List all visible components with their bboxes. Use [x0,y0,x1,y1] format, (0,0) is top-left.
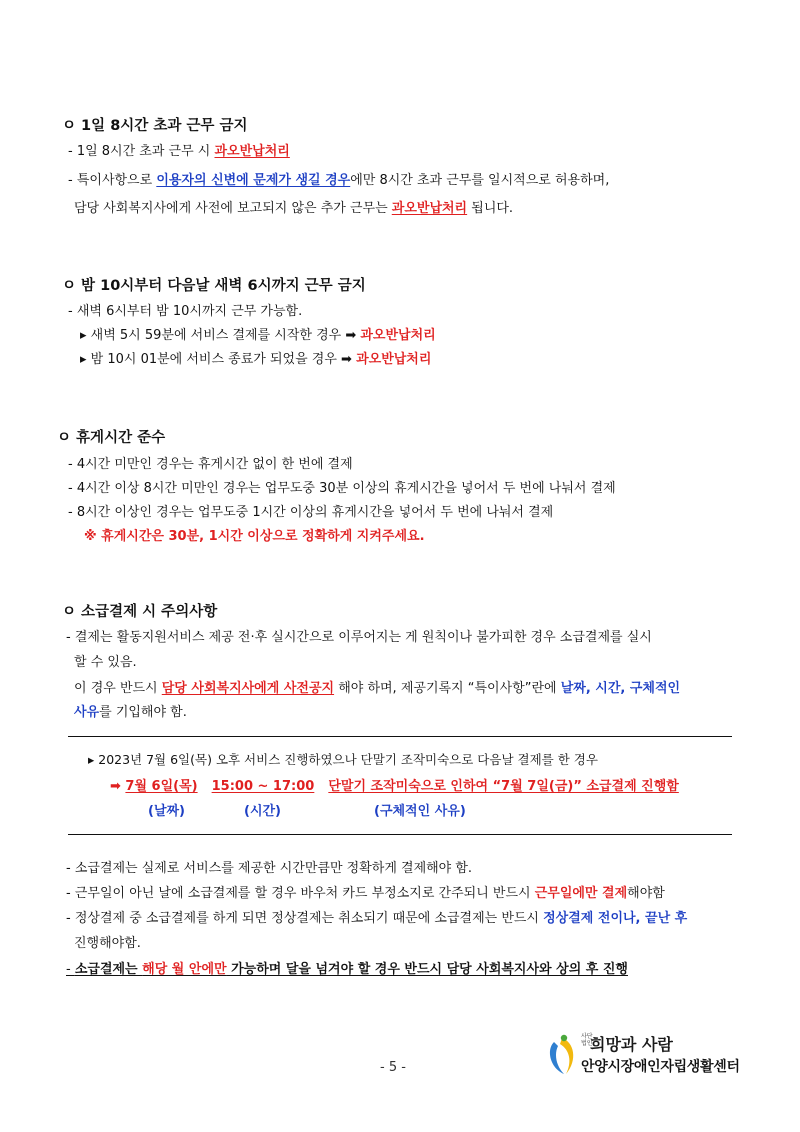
section1-line3-prefix: 담당 사회복지사에게 사전에 보고되지 않은 추가 근무는 [74,201,392,216]
section5-line2-suffix: 해야함 [627,886,665,901]
section1-line3-highlight: 과오반납처리 [391,201,468,216]
section5-line2 [66,885,665,903]
section2-line3-highlight: 과오반납처리 [356,352,432,367]
section2-line1: - 새벽 6시부터 밤 10시까지 근무 가능함. [68,304,303,319]
section1-line2-prefix: - 특이사항으로 [68,173,157,188]
section5-line3 [66,910,687,928]
example-label-reason: (구체적인 사유) [374,804,466,819]
section3-note: ※ 휴게시간은 30분, 1시간 이상으로 정확하게 지켜주세요. [84,529,425,544]
section5-line2-prefix: - 근무일이 아닌 날에 소급결제를 할 경우 바우처 카드 부정소지로 간주되니 반드시 [66,886,535,901]
section1-line2-suffix: 에만 8시간 초과 근무를 일시적으로 허용하며, [350,173,610,188]
section4-line3-highlight-blue: 날짜, 시간, 구체적인 [560,681,681,696]
logo-bottom-text: 안양시장애인자립생활센터 [581,1059,740,1075]
section2-line2-prefix: ▸ 새벽 5시 59분에 서비스 결제를 시작한 경우 ➡ [80,328,361,343]
section5-line4: 진행해야함. [74,936,141,951]
example-label-time: (시간) [244,804,281,819]
section4-title: ㅇ 소급결제 시 주의사항 [62,604,218,620]
section5-line1: - 소급결제는 실제로 서비스를 제공한 시간만큼만 정확하게 결제해야 함. [66,861,473,876]
section4-line4-suffix: 를 기입해야 함. [99,705,187,720]
section2-title: ㅇ 밤 10시부터 다음날 새벽 6시까지 근무 금지 [62,278,366,294]
section1-line3-suffix: 됩니다. [467,201,514,216]
section5-line5 [66,961,628,979]
section2-line3-prefix: ▸ 밤 10시 01분에 서비스 종료가 되었을 경우 ➡ [80,352,357,367]
section1-line1-highlight: 과오반납처리 [214,144,290,159]
section4-line4 [74,704,187,722]
section4-line3-prefix: 이 경우 반드시 [74,681,162,696]
section5-line5-highlight: 해당 월 안에만 [142,962,227,977]
example-top-rule [68,736,732,737]
section2-line3 [80,351,431,369]
example-reason: 단말기 조작미숙으로 인하여 “7월 7일(금)” 소급결제 진행함 [328,779,679,794]
page-number: - 5 - [380,1060,406,1075]
section5-line3-prefix: - 정상결제 중 소급결제를 하게 되면 정상결제는 취소되기 때문에 소급결제는 반드시 [66,911,544,926]
example-line1: ▸ 2023년 7월 6일(목) 오후 서비스 진행하였으나 단말기 조작미숙으로 다음날 결제를 한 경우 [88,752,598,767]
example-line2 [110,778,679,796]
section3-line1: - 4시간 미만인 경우는 휴게시간 없이 한 번에 결제 [68,457,353,472]
section4-line2: 할 수 있음. [74,655,137,670]
section1-line1-prefix: - 1일 8시간 초과 근무 시 [68,144,215,159]
example-time: 15:00 ~ 17:00 [211,779,315,794]
section2-line2 [80,327,436,345]
section4-line3-highlight-red: 담당 사회복지사에게 사전공지 [161,681,335,696]
example-bottom-rule [68,834,732,835]
section1-line1 [68,143,290,161]
section4-line3-mid: 해야 하며, 제공기록지 “특이사항”란에 [334,681,561,696]
section1-title: ㅇ 1일 8시간 초과 근무 금지 [62,118,248,134]
section2-line2-highlight: 과오반납처리 [360,328,436,343]
section4-line4-highlight-blue: 사유 [74,705,100,720]
section4-line3 [74,680,680,698]
logo-emblem-icon [548,1032,578,1078]
section5-line3-highlight: 정상결제 전이나, 끝난 후 [543,911,688,926]
section1-line2-highlight: 이용자의 신변에 문제가 생길 경우 [156,173,351,188]
section3-line3: - 8시간 이상인 경우는 업무도중 1시간 이상의 휴게시간을 넣어서 두 번에 나눠서 결제 [68,505,554,520]
logo-top-text: 희망과 사람 [590,1035,673,1054]
logo-small-text: 사단 법인 [581,1033,593,1047]
section5-line2-highlight: 근무일에만 결제 [534,886,628,901]
section3-line2: - 4시간 이상 8시간 미만인 경우는 업무도중 30분 이상의 휴게시간을 넣어서 두 번에 나눠서 결제 [68,481,616,496]
section5-line5-a: 소급결제는 [74,962,143,977]
section5-line5-b: 가능하며 달을 넘겨야 할 경우 반드시 담당 사회복지사와 상의 후 진행 [226,962,628,977]
section1-line3 [74,200,513,218]
section5-line5-dash: - [66,962,75,977]
organization-logo [548,1030,758,1080]
section1-line2 [68,172,609,190]
example-label-date: (날짜) [148,804,185,819]
section3-title: ㅇ 휴게시간 준수 [57,430,166,446]
example-arrow: ➡ [110,779,126,794]
example-date: 7월 6일(목) [125,779,198,794]
section4-line1: - 결제는 활동지원서비스 제공 전·후 실시간으로 이루어지는 게 원칙이나 불가피한 경우 소급결제를 실시 [66,630,652,645]
